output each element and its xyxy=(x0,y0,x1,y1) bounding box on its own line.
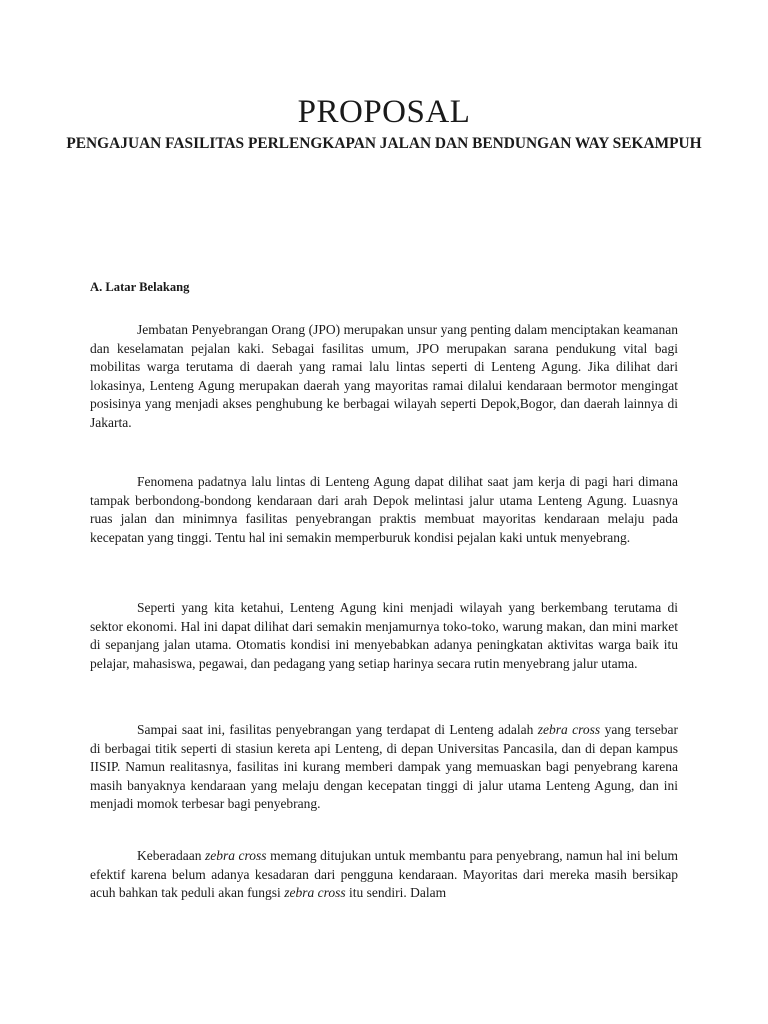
paragraph: Fenomena padatnya lalu lintas di Lenteng Agung dapat dilihat saat jam kerja di pagi hari dimana tampak berbondong-bondong kendaraan dari arah Depok melintasi jalur utama Lenteng Agung. Luasnya ruas jalan dan minimnya fasilitas penyebrangan praktis membuat mayoritas kendaraan melaju pada kecepatan yang tinggi. Tentu hal ini semakin memperburuk kondisi pejalan kaki untuk menyebrang. xyxy=(90,474,678,545)
paragraph: Jembatan Penyebrangan Orang (JPO) merupakan unsur yang penting dalam menciptakan keamanan dan keselamatan pejalan kaki. Sebagai fasilitas umum, JPO merupakan sarana pendukung vital bagi mobilitas warga terutama di daerah yang ramai lalu lintas seperti di Lenteng Agung. Jika dilihat dari lokasinya, Lenteng Agung merupakan daerah yang mayoritas ramai dilalui kendaraan bermotor mengingat posisinya yang menjadi akses penghubung ke berbagai wilayah seperti Depok,Bogor, dan daerah lainnya di Jakarta. xyxy=(90,322,678,430)
paragraph xyxy=(90,847,678,903)
section-heading: A. Latar Belakang xyxy=(90,280,190,294)
paragraph-text: Sampai saat ini, fasilitas penyebrangan yang terdapat di Lenteng adalah xyxy=(137,722,538,737)
paragraph-text: Keberadaan xyxy=(137,848,205,863)
paragraph-text: memang ditujukan untuk membantu para penyebrang, namun hal ini belum efektif karena belum adanya kesadaran dari pengguna kendaraan. Mayoritas dari mereka masih bersikap acuh bahkan tak peduli akan fungsi xyxy=(90,848,678,901)
paragraph-text: itu sendiri. Dalam xyxy=(345,885,447,901)
emphasis-text: zebra cross xyxy=(284,885,346,901)
emphasis-text: zebra cross xyxy=(205,848,267,863)
document-subtitle: PENGAJUAN FASILITAS PERLENGKAPAN JALAN DAN BENDUNGAN WAY SEKAMPUH xyxy=(66,135,702,152)
paragraph: Seperti yang kita ketahui, Lenteng Agung kini menjadi wilayah yang berkembang terutama di sektor ekonomi. Hal ini dapat dilihat dari semakin menjamurnya toko-toko, warung makan, dan mini market di sepanjang jalan utama. Otomatis kondisi ini menyebabkan adanya peningkatan aktivitas warga baik itu pelajar, mahasiswa, pegawai, dan pedagang yang setiap harinya secara rutin menyebrang jalur utama. xyxy=(90,600,678,671)
paragraph xyxy=(90,721,678,814)
document-title: PROPOSAL xyxy=(297,94,471,130)
emphasis-text: zebra cross xyxy=(537,722,601,737)
paragraph-text: yang tersebar di berbagai titik seperti di stasiun kereta api Lenteng, di depan Universitas Pancasila, dan di depan kampus IISIP. Namun realitasnya, fasilitas ini kurang memberi dampak yang memuaskan bagi penyebrang karena masih banyaknya kendaraan yang melaju dengan kecepatan tinggi di jalur utama Lenteng Agung, dan ini menjadi momok terbesar bagi penyebrang. xyxy=(90,722,679,812)
